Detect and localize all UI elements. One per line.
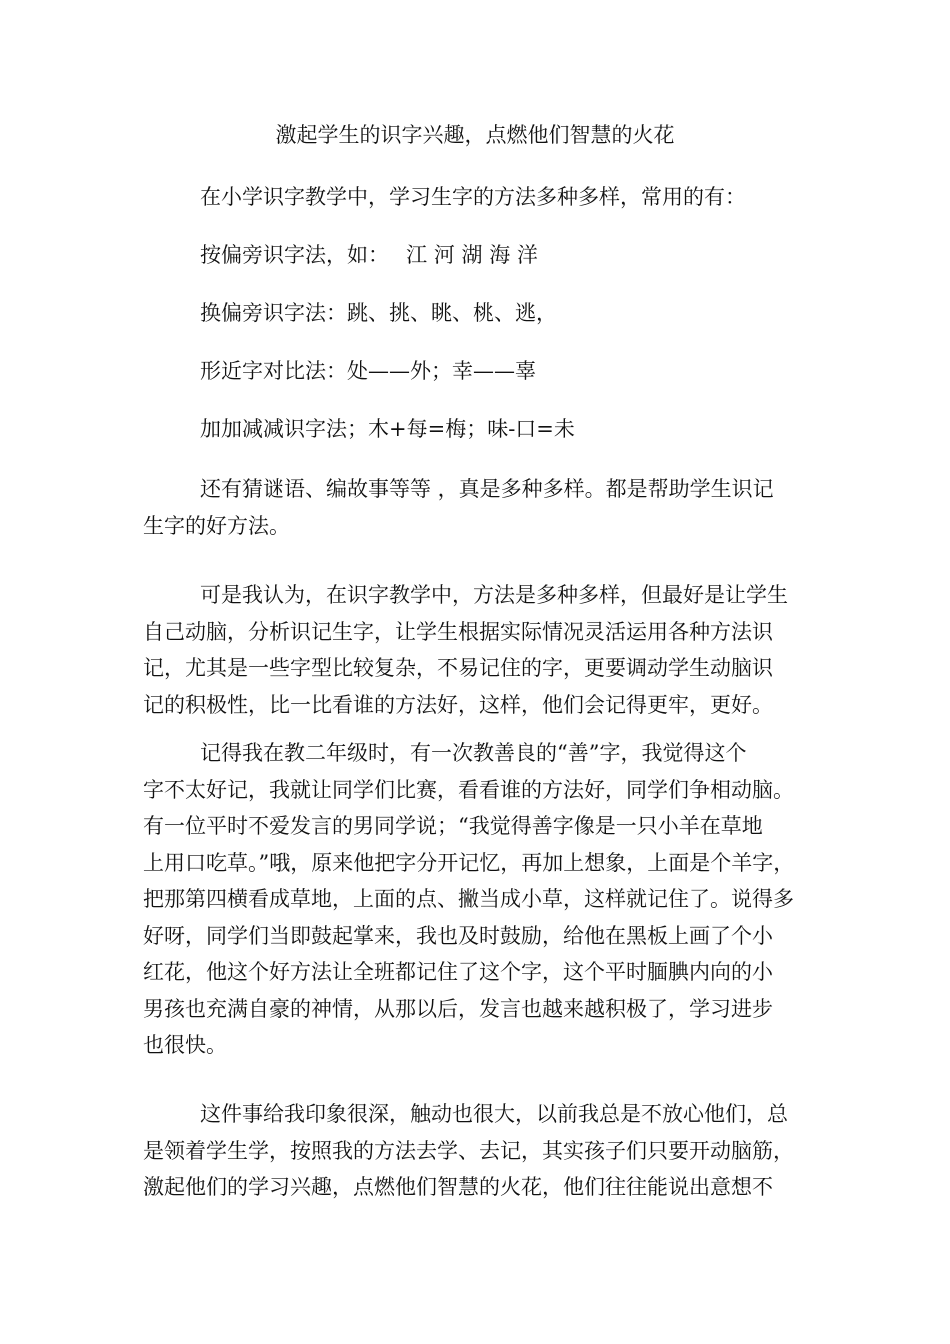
paragraph-line: 可是我认为，在识字教学中，方法是多种多样，但最好是让学生 bbox=[200, 583, 788, 607]
paragraph bbox=[143, 471, 813, 544]
paragraph bbox=[143, 735, 813, 1064]
paragraph-line: 字不太好记，我就让同学们比赛，看看谁的方法好，同学们争相动脑。 bbox=[143, 777, 794, 802]
paragraph-line: 自己动脑，分析识记生字，让学生根据实际情况灵活运用各种方法识 bbox=[143, 619, 773, 644]
intro-line: 换偏旁识字法：跳、挑、眺、桃、逃， bbox=[200, 301, 557, 325]
paragraph-line: 记的积极性，比一比看谁的方法好，这样，他们会记得更牢，更好。 bbox=[143, 692, 773, 717]
paragraph-line: 记得我在教二年级时，有一次教善良的“善”字，我觉得这个 bbox=[200, 741, 747, 765]
paragraph bbox=[143, 1096, 813, 1206]
document-title: 激起学生的识字兴趣，点燃他们智慧的火花 bbox=[275, 123, 675, 147]
paragraph-line: 有一位平时不爱发言的男同学说；“我觉得善字像是一只小羊在草地 bbox=[143, 814, 763, 838]
paragraph-line: 上用口吃草。”哦，原来他把字分开记忆，再加上想象，上面是个羊字， bbox=[143, 850, 795, 875]
paragraph-line: 生字的好方法。 bbox=[143, 513, 290, 538]
intro-line: 加加减减识字法；木+每=梅；味-口=未 bbox=[200, 417, 575, 441]
paragraph-line: 记，尤其是一些字型比较复杂，不易记住的字，更要调动学生动脑识 bbox=[143, 656, 773, 680]
paragraph-line: 是领着学生学，按照我的方法去学、去记，其实孩子们只要开动脑筋， bbox=[143, 1138, 794, 1163]
intro-line: 形近字对比法：处——外；幸——辜 bbox=[200, 359, 536, 383]
paragraph-line: 这件事给我印象很深，触动也很大，以前我总是不放心他们，总 bbox=[200, 1102, 788, 1126]
paragraph-line: 把那第四横看成草地，上面的点、撇当成小草，这样就记住了。说得多 bbox=[143, 887, 794, 911]
intro-line: 在小学识字教学中，学习生字的方法多种多样，常用的有： bbox=[200, 185, 746, 209]
paragraph-line: 也很快。 bbox=[143, 1033, 227, 1057]
paragraph-line: 好呀，同学们当即鼓起掌来，我也及时鼓励，给他在黑板上画了个小 bbox=[143, 923, 773, 948]
paragraph-line: 激起他们的学习兴趣，点燃他们智慧的火花，他们往往能说出意想不 bbox=[143, 1175, 773, 1199]
paragraph-line: 还有猜谜语、编故事等等 ，真是多种多样。都是帮助学生识记 bbox=[200, 477, 774, 501]
paragraph-line: 红花，他这个好方法让全班都记住了这个字，这个平时腼腆内向的小 bbox=[143, 960, 773, 984]
paragraph-line: 男孩也充满自豪的神情，从那以后，发言也越来越积极了，学习进步 bbox=[143, 996, 773, 1021]
paragraph bbox=[143, 577, 813, 723]
intro-line: 按偏旁识字法，如： 江 河 湖 海 洋 bbox=[200, 243, 538, 267]
